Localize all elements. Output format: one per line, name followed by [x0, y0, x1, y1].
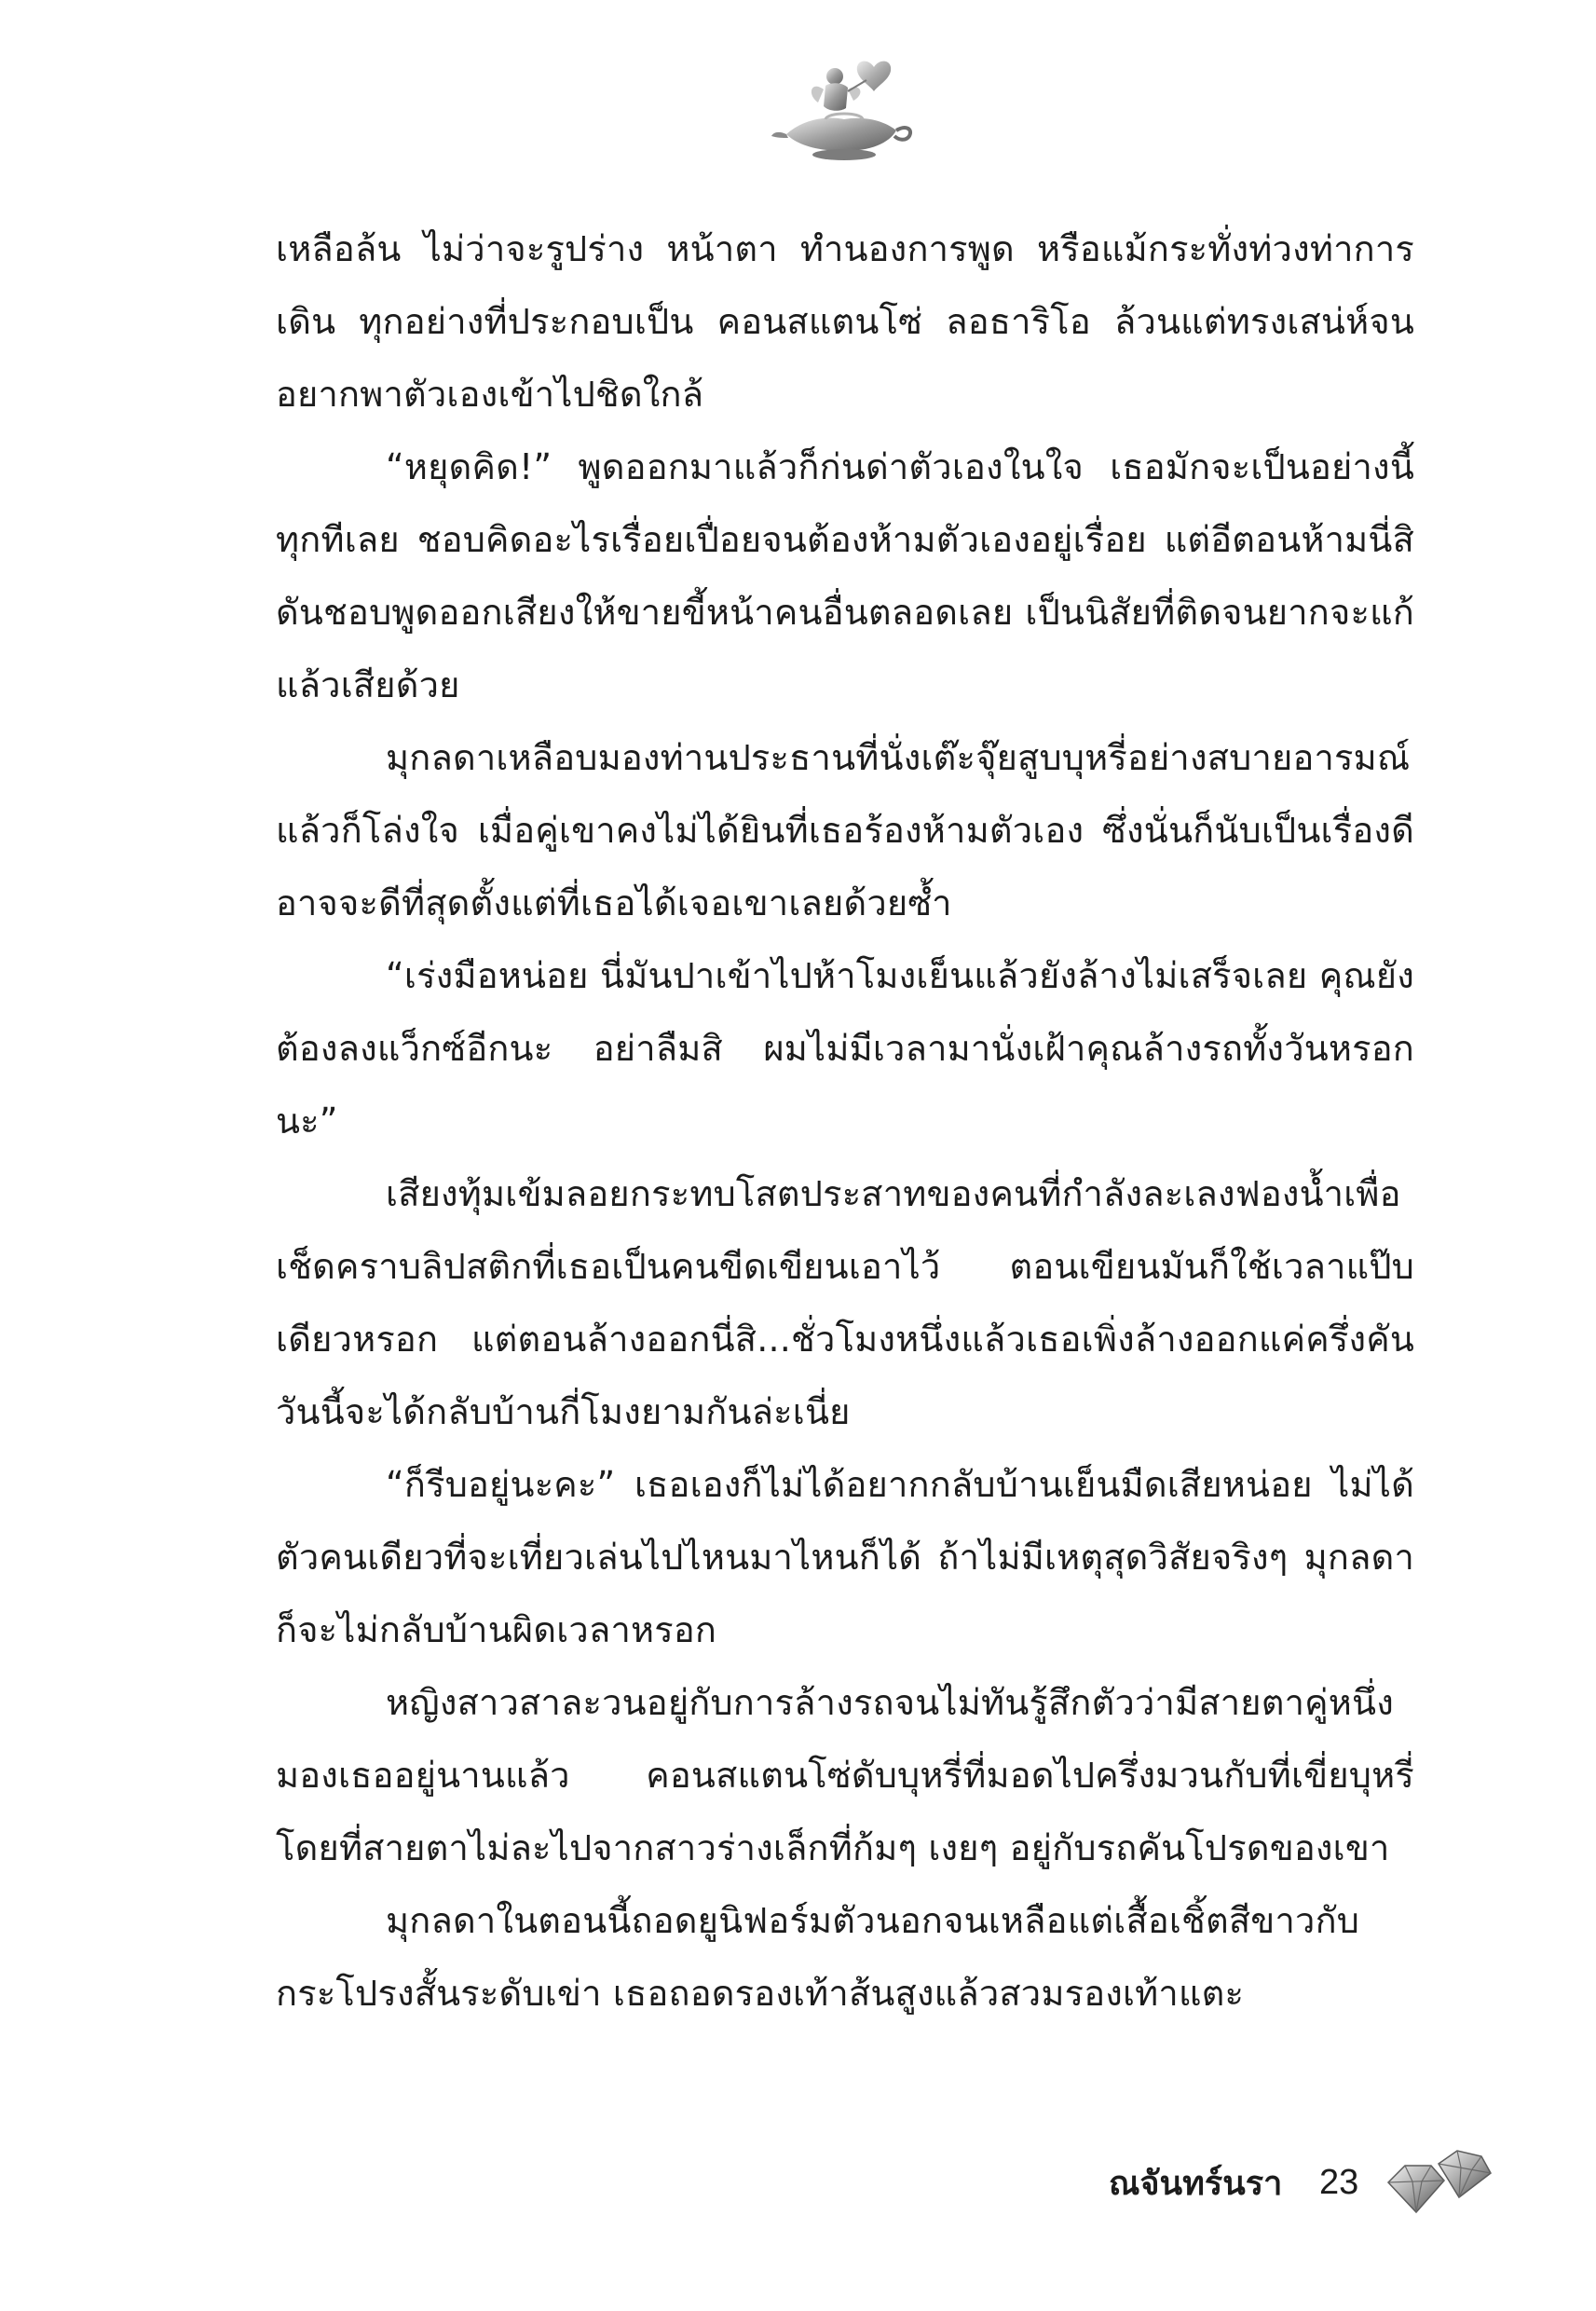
page-footer	[1099, 2143, 1528, 2227]
paragraph-1: เหลือล้น ไม่ว่าจะรูปร่าง หน้าตา ทำนองการพูด หรือแม้กระทั่งท่วงท่าการเดิน ทุกอย่างที่ประกอบเป็น คอนสแตนโซ่ ลอธาริโอ ล้วนแต่ทรงเสน่ห์จนอยากพาตัวเองเข้าไปชิดใกล้	[276, 228, 1414, 415]
paragraph-7: หญิงสาวสาละวนอยู่กับการล้างรถจนไม่ทันรู้สึกตัวว่ามีสายตาคู่หนึ่งมองเธออยู่นานแล้ว คอนสแตนโซ่ดับบุหรี่ที่มอดไปครึ่งมวนกับที่เขี่ยบุหรี่โดยที่สายตาไม่ละไปจากสาวร่างเล็กที่ก้มๆ เงยๆ อยู่กับรถคันโปรดของเขา	[276, 1682, 1414, 1868]
paragraph-5: เสียงทุ้มเข้มลอยกระทบโสตประสาทของคนที่กำลังละเลงฟองน้ำเพื่อเช็ดคราบลิปสติกที่เธอเป็นคนขีดเขียนเอาไว้ ตอนเขียนมันก็ใช้เวลาแป๊บเดียวหรอก แต่ตอนล้างออกนี่สิ...ชั่วโมงหนึ่งแล้วเธอเพิ่งล้างออกแค่ครึ่งคัน วันนี้จะได้กลับบ้านกี่โมงยามกันล่ะเนี่ย	[276, 1173, 1414, 1432]
body-text	[276, 212, 1414, 2113]
page-number: 23	[1319, 2163, 1359, 2202]
paragraph-4: “เร่งมือหน่อย นี่มันปาเข้าไปห้าโมงเย็นแล้วยังล้างไม่เสร็จเลย คุณยังต้องลงแว็กซ์อีกนะ อย่าลืมสิ ผมไม่มีเวลามานั่งเฝ้าคุณล้างรถทั้งวันหรอกนะ”	[276, 955, 1414, 1142]
paragraph-6: “ก็รีบอยู่นะคะ” เธอเองก็ไม่ได้อยากกลับบ้านเย็นมืดเสียหน่อย ไม่ได้ตัวคนเดียวที่จะเที่ยวเล่นไปไหนมาไหนก็ได้ ถ้าไม่มีเหตุสุดวิสัยจริงๆ มุกลดาก็จะไม่กลับบ้านผิดเวลาหรอก	[276, 1464, 1414, 1650]
paragraph-8: มุกลดาในตอนนี้ถอดยูนิฟอร์มตัวนอกจนเหลือแต่เสื้อเชิ้ตสีขาวกับกระโปรงสั้นระดับเข่า เธอถอดรองเท้าส้นสูงแล้วสวมรองเท้าแตะ	[276, 1900, 1360, 2014]
author-name: ณจันทร์นรา	[1109, 2165, 1283, 2203]
lamp-ornament-icon	[770, 54, 919, 166]
paragraph-3: มุกลดาเหลือบมองท่านประธานที่นั่งเต๊ะจุ๊ยสูบบุหรี่อย่างสบายอารมณ์แล้วก็โล่งใจ เมื่อคู่เขาคงไม่ได้ยินที่เธอร้องห้ามตัวเอง ซึ่งนั่นก็นับเป็นเรื่องดี อาจจะดีที่สุดตั้งแต่ที่เธอได้เจอเขาเลยด้วยซ้ำ	[276, 737, 1414, 923]
paragraph-2: “หยุดคิด!” พูดออกมาแล้วก็ก่นด่าตัวเองในใจ เธอมักจะเป็นอย่างนี้ทุกทีเลย ชอบคิดอะไรเรื่อยเปื่อยจนต้องห้ามตัวเองอยู่เรื่อย แต่อีตอนห้ามนี่สิ ดันชอบพูดออกเสียงให้ขายขี้หน้าคนอื่นตลอดเลย เป็นนิสัยที่ติดจนยากจะแก้แล้วเสียด้วย	[276, 446, 1414, 705]
diamonds-icon	[1379, 2145, 1500, 2220]
